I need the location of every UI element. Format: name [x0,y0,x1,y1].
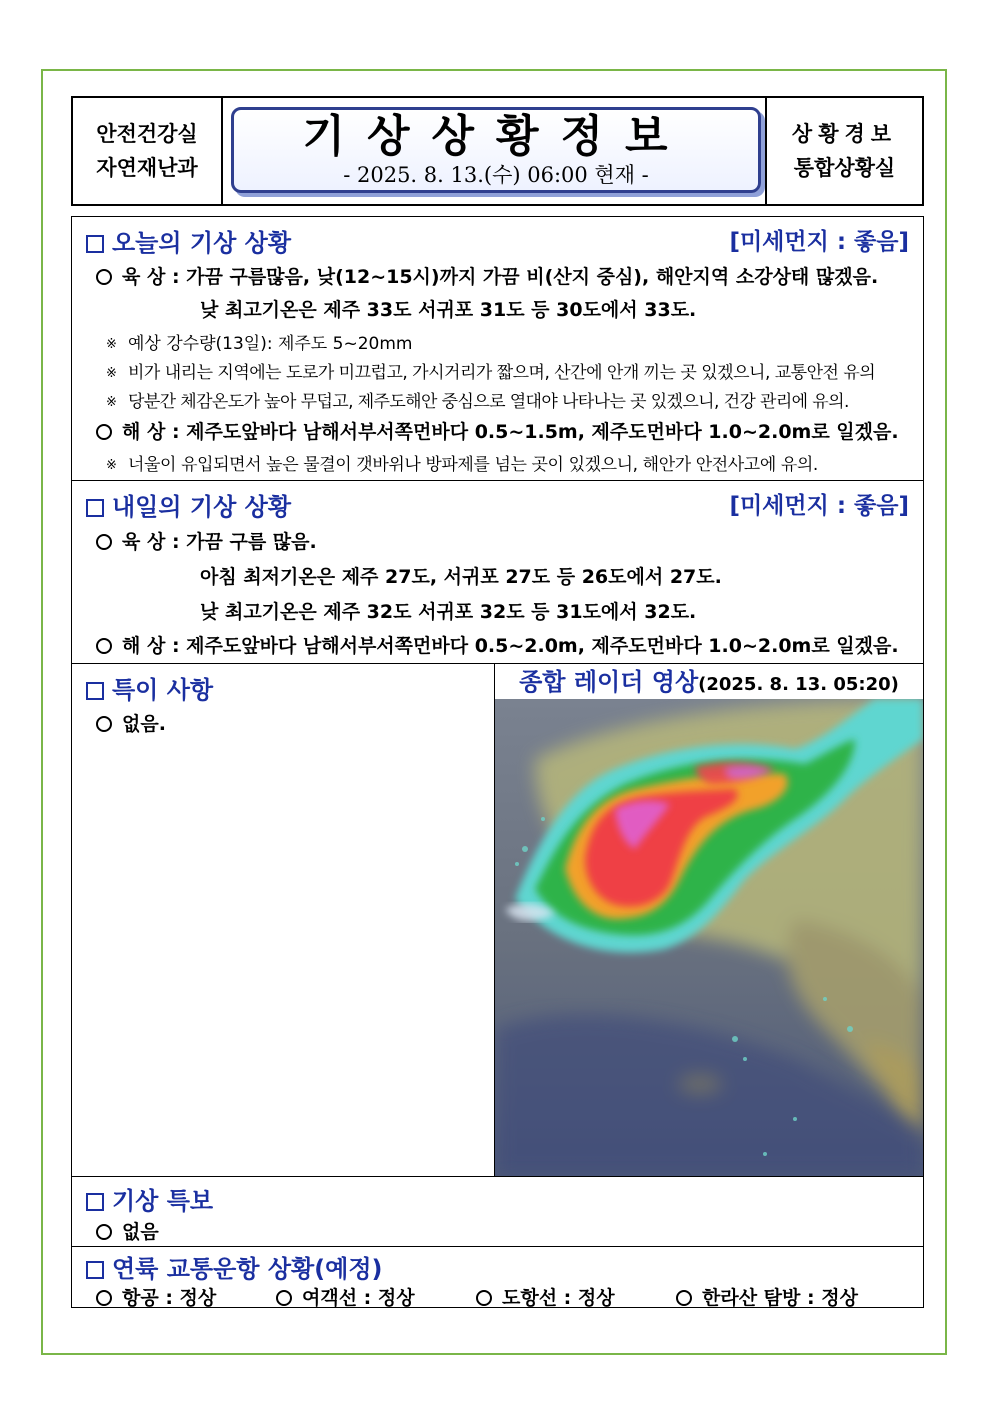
department-block [73,98,223,204]
circle-bullet-icon [276,1290,292,1306]
tomorrow-sea-line: 해 상 : 제주도앞바다 남해서부서쪽먼바다 0.5~2.0m, 제주도먼바다 1.0~2.0m로 일겠음. [96,631,899,658]
checkbox-icon [86,499,104,517]
reference-mark-icon: ※ [106,395,117,410]
today-land-line2: 낮 최고기온은 제주 33도 서귀포 31도 등 30도에서 33도. [200,299,697,321]
special-item: 없음. [96,709,166,736]
office-line2: 통합상황실 [793,156,896,180]
radar-map-graphic [495,699,923,1176]
circle-bullet-icon [96,1290,112,1306]
circle-bullet-icon [476,1290,492,1306]
tomorrow-land-line1: 육 상 : 가끔 구름 많음. [96,527,317,554]
warning-item: 없음 [96,1217,159,1244]
circle-bullet-icon [96,1224,112,1240]
today-note-road: ※ 비가 내리는 지역에는 도로가 미끄럽고, 가시거리가 짧으며, 산간에 안개 끼는 곳 있겠으니, 교통안전 유의 [106,363,876,383]
reference-mark-icon: ※ [106,337,117,352]
reference-mark-icon: ※ [106,366,117,381]
circle-bullet-icon [96,269,112,285]
checkbox-icon [86,1261,104,1279]
tomorrow-land-line2: 아침 최저기온은 제주 27도, 서귀포 27도 등 26도에서 27도. [200,566,722,588]
checkbox-icon [86,235,104,253]
today-note-rain: ※ 예상 강수량(13일): 제주도 5~20mm [106,334,413,354]
warning-heading: 기상 특보 [86,1181,213,1216]
circle-bullet-icon [96,534,112,550]
radar-title: 종합 레이더 영상(2025. 8. 13. 05:20) [519,668,899,696]
transport-item-ferry: 여객선 : 정상 [276,1283,415,1310]
circle-bullet-icon [96,716,112,732]
office-line1: 상황경보 [791,122,898,146]
checkbox-icon [86,682,104,700]
radar-image [495,699,923,1176]
today-dust-status: [미세먼지 : 좋음] [729,229,909,255]
department-line2: 자연재난과 [96,156,198,180]
circle-bullet-icon [96,638,112,654]
reference-mark-icon: ※ [106,458,117,473]
report-header [71,96,924,206]
transport-heading: 연륙 교통운항 상황(예정) [86,1249,383,1284]
tomorrow-heading: 내일의 기상 상황 [86,487,291,522]
radar-datetime: (2025. 8. 13. 05:20) [698,674,899,695]
title-box [231,107,761,193]
report-body [71,216,924,1308]
transport-item-island-ferry: 도항선 : 정상 [476,1283,615,1310]
report-datetime: - 2025. 8. 13.(수) 06:00 현재 - [343,163,649,187]
tomorrow-dust-status: [미세먼지 : 좋음] [729,493,909,519]
special-heading: 특이 사항 [86,670,213,705]
page-title: 기상상황정보 [302,111,690,162]
today-note-heat: ※ 당분간 체감온도가 높아 무덥고, 제주도해안 중심으로 열대야 나타나는 곳 있겠으니, 건강 관리에 유의. [106,392,849,412]
circle-bullet-icon [96,424,112,440]
circle-bullet-icon [676,1290,692,1306]
today-sea-line: 해 상 : 제주도앞바다 남해서부서쪽먼바다 0.5~1.5m, 제주도먼바다 1.0~2.0m로 일겠음. [96,417,899,444]
transport-item-hallasan: 한라산 탐방 : 정상 [676,1283,858,1310]
department-line1: 안전건강실 [96,122,198,146]
today-heading: 오늘의 기상 상황 [86,223,291,258]
office-block [765,98,922,204]
today-land-line1: 육 상 : 가끔 구름많음, 낮(12~15시)까지 가끔 비(산지 중심), 해안지역 소강상태 많겠음. [96,262,878,289]
tomorrow-land-line3: 낮 최고기온은 제주 32도 서귀포 32도 등 31도에서 32도. [200,601,697,623]
transport-item-air: 항공 : 정상 [96,1283,216,1310]
checkbox-icon [86,1193,104,1211]
today-note-swell: ※ 너울이 유입되면서 높은 물결이 갯바위나 방파제를 넘는 곳이 있겠으니, 해안가 안전사고에 유의. [106,455,818,475]
